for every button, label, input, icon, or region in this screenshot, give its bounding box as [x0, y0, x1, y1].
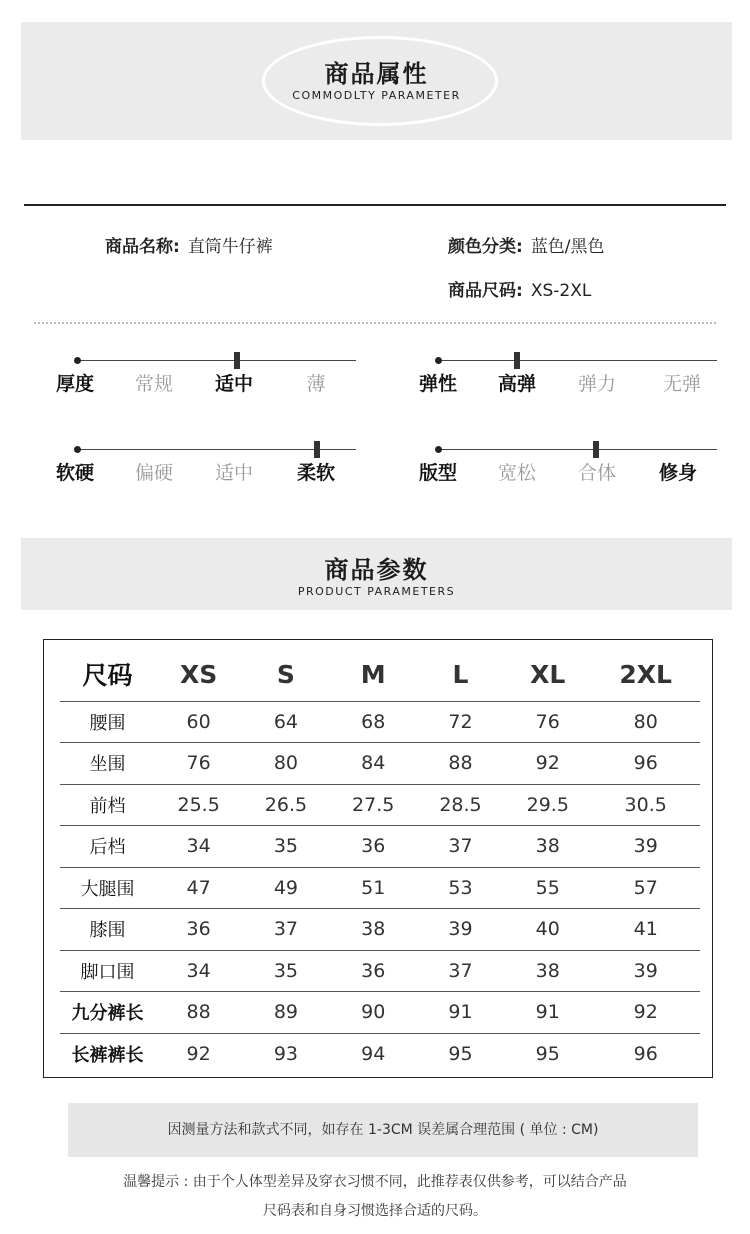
scale-option: 偏硬	[134, 462, 173, 484]
table-cell: 95	[448, 1043, 473, 1065]
scale-start-dot	[435, 446, 442, 453]
scale-line	[437, 360, 717, 361]
table-row	[60, 701, 700, 743]
scale-softness	[56, 441, 396, 501]
table-cell: 37	[273, 918, 299, 941]
parameters-banner	[21, 538, 732, 610]
header-cell: 尺码	[82, 661, 133, 691]
table-cell: 95	[535, 1043, 560, 1065]
table-cell: 36	[361, 959, 386, 982]
table-cell: 34	[186, 959, 211, 982]
row-label: 脚口围	[80, 961, 135, 983]
tip-line-2: 尺码表和自身习惯选择合适的尺码。	[263, 1203, 487, 1219]
table-cell: 38	[535, 959, 560, 982]
product-name-value: 直筒牛仔裤	[187, 237, 273, 257]
table-cell: 39	[633, 835, 658, 858]
row-label: 九分裤长	[71, 1003, 144, 1025]
header-cell: 2XL	[619, 659, 672, 689]
row-label: 膝围	[89, 920, 126, 942]
scale-option-selected: 适中	[214, 373, 253, 395]
scale-line	[76, 360, 356, 361]
header-cell: M	[360, 659, 386, 689]
row-label: 坐围	[89, 754, 126, 776]
table-row	[60, 992, 700, 1034]
table-cell: 26.5	[264, 793, 308, 816]
scale-option-selected: 修身	[658, 462, 697, 484]
parameters-subtitle: PRODUCT PARAMETERS	[297, 585, 456, 598]
table-cell: 89	[273, 1001, 299, 1024]
table-cell: 38	[361, 918, 386, 941]
table-cell: 68	[361, 710, 386, 733]
table-cell: 57	[633, 876, 658, 899]
table-row	[60, 950, 700, 992]
table-cell: 35	[273, 835, 299, 858]
size-table-frame	[43, 639, 713, 1078]
table-cell: 38	[535, 835, 560, 858]
scale-option: 宽松	[497, 462, 536, 484]
scale-marker	[514, 352, 520, 369]
scale-marker	[593, 441, 599, 458]
row-label: 大腿围	[80, 878, 135, 900]
table-cell: 30.5	[624, 793, 667, 816]
color-label: 颜色分类:	[448, 237, 523, 257]
scale-start-dot	[74, 357, 81, 364]
table-cell: 40	[535, 918, 560, 941]
table-row	[60, 784, 700, 826]
scale-fit	[419, 441, 750, 501]
table-cell: 76	[186, 752, 211, 775]
scale-option-selected: 柔软	[296, 462, 335, 484]
scale-option: 常规	[134, 373, 173, 395]
table-cell: 29.5	[526, 793, 569, 816]
table-cell: 39	[448, 918, 473, 941]
divider-line	[24, 204, 726, 206]
table-cell: 39	[633, 959, 658, 982]
table-header-row	[60, 648, 700, 701]
attributes-subtitle: COMMODLTY PARAMETER	[292, 89, 461, 102]
table-row	[60, 1033, 700, 1075]
tip-line-1: 温馨提示 : 由于个人体型差异及穿衣习惯不同，此推荐表仅供参考，可以结合产品	[123, 1174, 627, 1190]
size-label: 商品尺码:	[448, 281, 523, 301]
scale-line	[437, 449, 717, 450]
table-cell: 35	[273, 959, 299, 982]
table-cell: 41	[633, 918, 658, 941]
table-row	[60, 743, 700, 785]
size-table	[60, 648, 700, 1075]
size-value: XS-2XL	[530, 281, 592, 301]
scale-option: 适中	[214, 462, 253, 484]
header-cell: XL	[530, 659, 566, 689]
header-cell: XS	[180, 659, 218, 689]
product-name-row	[105, 232, 273, 257]
table-cell: 28.5	[439, 793, 482, 816]
scale-title: 软硬	[56, 462, 95, 484]
table-row	[60, 909, 700, 951]
table-cell: 91	[448, 1001, 473, 1024]
table-cell: 96	[633, 1043, 658, 1065]
table-cell: 80	[633, 710, 658, 733]
scale-option-selected: 高弹	[497, 373, 536, 395]
table-row	[60, 826, 700, 868]
table-cell: 72	[448, 710, 473, 733]
table-cell: 92	[186, 1043, 211, 1065]
table-cell: 47	[186, 876, 211, 899]
row-label: 后档	[89, 837, 126, 859]
parameters-title: 商品参数	[324, 556, 429, 584]
table-cell: 53	[448, 876, 473, 899]
scale-thickness	[56, 352, 396, 412]
scale-option: 薄	[306, 373, 326, 395]
row-label: 前档	[89, 795, 126, 817]
dotted-divider	[34, 322, 716, 324]
table-cell: 55	[535, 876, 560, 899]
table-cell: 64	[273, 710, 299, 733]
table-cell: 84	[361, 752, 386, 775]
header-cell: L	[452, 659, 469, 689]
scale-option: 无弹	[662, 373, 701, 395]
table-cell: 51	[361, 876, 386, 899]
scale-title: 厚度	[56, 373, 95, 395]
table-cell: 37	[448, 959, 473, 982]
table-cell: 80	[273, 752, 299, 775]
table-cell: 36	[361, 835, 386, 858]
size-row	[448, 276, 591, 301]
color-value: 蓝色/黑色	[530, 237, 605, 257]
table-cell: 92	[535, 752, 560, 775]
color-row	[448, 232, 605, 257]
product-name-label: 商品名称:	[105, 237, 180, 257]
scale-option: 合体	[577, 462, 616, 484]
header-cell: S	[276, 659, 295, 689]
table-cell: 76	[535, 710, 560, 733]
table-cell: 60	[186, 710, 211, 733]
scale-start-dot	[74, 446, 81, 453]
row-label: 腰围	[89, 712, 126, 734]
table-cell: 93	[273, 1043, 299, 1065]
table-cell: 91	[535, 1001, 560, 1024]
table-cell: 88	[448, 752, 473, 775]
row-label: 长裤裤长	[71, 1045, 144, 1066]
scale-elasticity	[419, 352, 750, 412]
table-cell: 27.5	[352, 793, 395, 816]
scale-marker	[314, 441, 320, 458]
table-cell: 88	[186, 1001, 211, 1024]
measurement-notice: 因测量方法和款式不同，如存在 1-3CM 误差属合理范围 ( 单位 : CM)	[68, 1103, 698, 1157]
attributes-title: 商品属性	[324, 60, 429, 88]
attributes-banner	[21, 22, 732, 140]
table-row	[60, 867, 700, 909]
scale-title: 弹性	[419, 373, 458, 395]
table-cell: 49	[273, 876, 299, 899]
table-cell: 37	[448, 835, 473, 858]
scale-title: 版型	[419, 462, 458, 484]
table-cell: 94	[361, 1043, 386, 1065]
scale-marker	[234, 352, 240, 369]
scale-start-dot	[435, 357, 442, 364]
scale-option: 弹力	[577, 373, 616, 395]
table-cell: 90	[361, 1001, 386, 1024]
table-cell: 25.5	[177, 793, 220, 816]
table-cell: 36	[186, 918, 211, 941]
table-cell: 96	[633, 752, 658, 775]
table-cell: 34	[186, 835, 211, 858]
table-cell: 92	[633, 1001, 658, 1024]
